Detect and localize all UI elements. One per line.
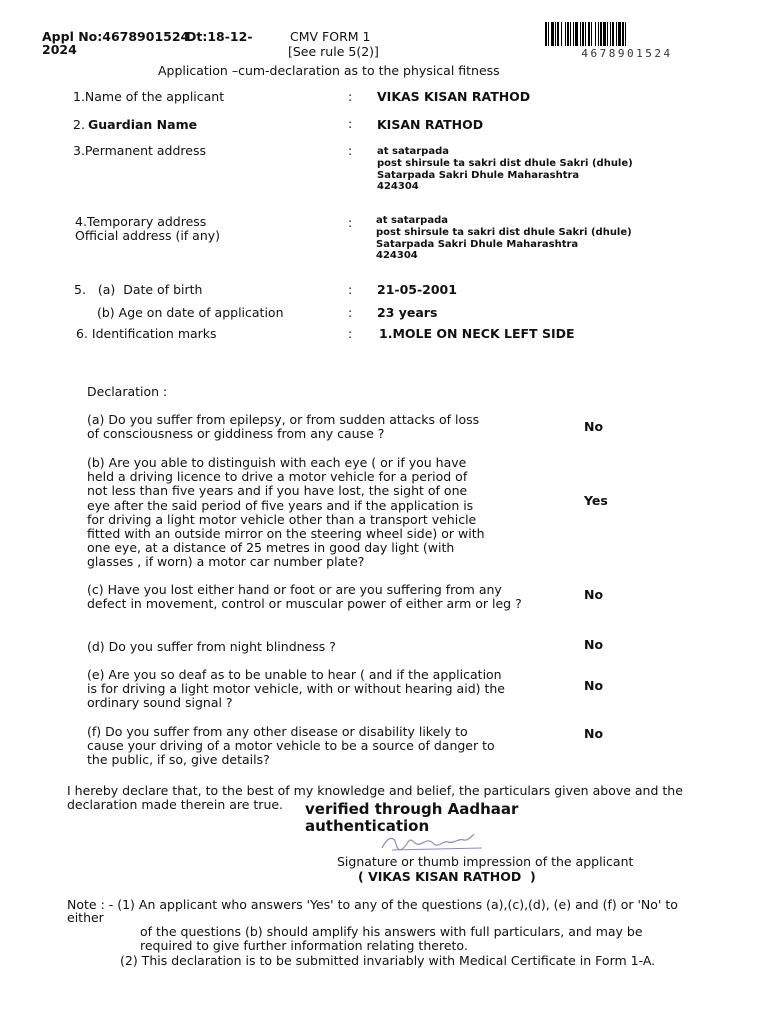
dob-label: 5. (a) Date of birth: [74, 282, 203, 297]
identification-marks-colon: :: [348, 326, 353, 341]
form-title: CMV FORM 1: [290, 29, 371, 44]
question-d: (d) Do you suffer from night blindness ?: [87, 639, 336, 654]
temporary-address-colon: :: [348, 215, 353, 230]
guardian-name: KISAN RATHOD: [377, 117, 484, 132]
barcode-bars: [545, 22, 626, 46]
declaration-statement: I hereby declare that, to the best of my knowledge and belief, the particulars given above and the: [67, 783, 683, 798]
temporary-address-line: post shirsule ta sakri dist dhule Sakri (dhule): [376, 226, 632, 238]
application-date: Dt:18-12-: [186, 29, 253, 44]
form-rule: [See rule 5(2)]: [288, 44, 379, 59]
answer-d: No: [584, 637, 604, 652]
age-colon: :: [348, 305, 353, 320]
guardian-number: 2.: [73, 117, 85, 132]
question-b: (b) Are you able to distinguish with each eye ( or if you have held a driving licence to drive a motor vehicle for a period of not less than five years and if you have lost, the sight of one eye after the said period of five years and if the application is for driving a light motor vehicle other than a transport vehicle fitted with an outside mirror on the steering wheel side) or with one eye, at a distance of 25 metres in good day light (with glasses , if worn) a motor car number plate?: [87, 455, 485, 570]
date-of-birth: 21-05-2001: [377, 282, 457, 297]
aadhaar-verified-text-cont: authentication: [305, 817, 430, 835]
temporary-address-label: 4.Temporary address: [75, 214, 207, 229]
answer-b: Yes: [584, 493, 608, 508]
guardian-colon: :: [348, 116, 353, 131]
age-value: 23 years: [377, 305, 438, 320]
barcode-number: 4678901524: [581, 47, 673, 60]
note-line-3: of the questions (b) should amplify his answers with full particulars, and may be: [140, 924, 643, 939]
declaration-heading: Declaration :: [87, 384, 168, 399]
permanent-address-colon: :: [348, 143, 353, 158]
note-line-1: Note : - (1) An applicant who answers 'Yes' to any of the questions (a),(c),(d), (e) and (f) or 'No' to: [67, 897, 678, 912]
identification-marks: 1.MOLE ON NECK LEFT SIDE: [379, 326, 575, 341]
name-colon: :: [348, 89, 353, 104]
temporary-address-line: 424304: [376, 250, 418, 262]
applicant-name: VIKAS KISAN RATHOD: [377, 89, 531, 104]
permanent-address: [377, 146, 633, 193]
permanent-address-line: Satarpada Sakri Dhule Maharashtra: [377, 169, 580, 181]
signature-label: Signature or thumb impression of the applicant: [337, 854, 634, 869]
application-date-year: 2024: [42, 42, 77, 57]
age-label: (b) Age on date of application: [97, 305, 284, 320]
declaration-statement-cont: declaration made therein are true.: [67, 797, 284, 812]
dob-colon: :: [348, 282, 353, 297]
answer-f: No: [584, 726, 604, 741]
note-line-5: (2) This declaration is to be submitted invariably with Medical Certificate in Form 1-A.: [120, 953, 656, 968]
answer-a: No: [584, 419, 604, 434]
aadhaar-verified-text: verified through Aadhaar: [305, 800, 519, 818]
guardian-label: Guardian Name: [88, 117, 198, 132]
note-line-2: either: [67, 910, 104, 925]
permanent-address-label: 3.Permanent address: [73, 143, 206, 158]
question-e: (e) Are you so deaf as to be unable to hear ( and if the application is for driving a light motor vehicle, with or without hearing aid) the ordinary sound signal ?: [87, 667, 505, 711]
question-f: (f) Do you suffer from any other disease or disability likely to cause your driving of a motor vehicle to be a source of danger to the public, if so, give details?: [87, 724, 495, 768]
form-subtitle: Application –cum-declaration as to the physical fitness: [158, 63, 500, 78]
question-a: (a) Do you suffer from epilepsy, or from sudden attacks of loss of consciousness or giddiness from any cause ?: [87, 412, 480, 442]
temporary-address-line: at satarpada: [376, 215, 448, 226]
name-label: 1.Name of the applicant: [73, 89, 225, 104]
permanent-address-line: post shirsule ta sakri dist dhule Sakri (dhule): [377, 157, 633, 169]
permanent-address-line: at satarpada: [377, 146, 449, 157]
official-address-label: Official address (if any): [75, 228, 221, 243]
barcode: [545, 22, 715, 60]
application-number: Appl No:4678901524: [42, 29, 190, 44]
temporary-address: [376, 215, 632, 262]
note-line-4: required to give further information relating thereto.: [140, 938, 468, 953]
temporary-address-line: Satarpada Sakri Dhule Maharashtra: [376, 238, 579, 250]
permanent-address-line: 424304: [377, 181, 419, 193]
identification-marks-label: 6. Identification marks: [76, 326, 217, 341]
question-c: (c) Have you lost either hand or foot or are you suffering from any defect in movement, control or muscular power of either arm or leg ?: [87, 582, 522, 612]
applicant-name-signature: ( VIKAS KISAN RATHOD ): [358, 869, 536, 884]
answer-c: No: [584, 587, 604, 602]
answer-e: No: [584, 678, 604, 693]
